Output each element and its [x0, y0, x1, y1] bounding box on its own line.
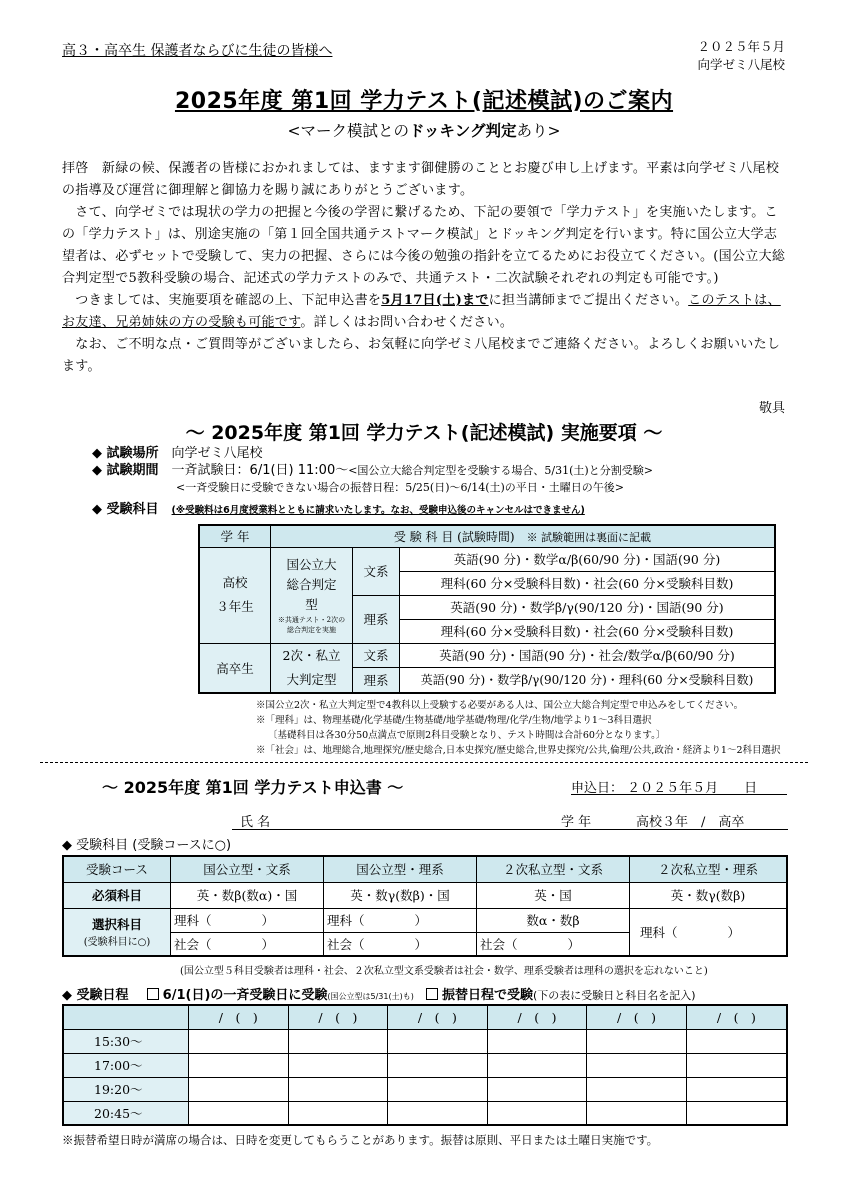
page-title: 2025年度 第1回 学力テスト(記述模試)のご案内 — [174, 89, 674, 114]
schedule-cell[interactable] — [686, 1029, 787, 1053]
name-input[interactable] — [320, 808, 540, 828]
time-slot-4: 20:45～ — [63, 1101, 189, 1125]
bottom-note: ※振替希望日時が満席の場合は、日時を変更してもらうことがあります。振替は原則、平日または土曜日実施です。 — [62, 1133, 659, 1147]
schedule-options — [62, 984, 696, 1003]
schedule-cell[interactable] — [487, 1053, 587, 1077]
elective-label — [63, 908, 171, 956]
elective-1-rika[interactable]: 理科（ ） — [171, 908, 324, 932]
th-grade: 学 年 — [199, 525, 271, 547]
required-3[interactable]: 英・国 — [477, 882, 630, 908]
checkbox-furikae[interactable] — [426, 988, 438, 1000]
option-ippan-note: (国公立型は5/31(土)も) — [327, 992, 414, 1001]
th-subjects-note: ※ 試験範囲は裏面に記載 — [526, 530, 652, 544]
elective-4-rika[interactable]: 理科（ ） — [630, 908, 788, 956]
outline-items — [92, 445, 653, 519]
subject-row-5: 英語(90 分)・国語(90 分)・社会/数学α/β(60/90 分) — [400, 643, 776, 668]
footnote-1: ※国公立2次・私立大判定型で4教科以上受験する必要がある人は、国公立大総合判定型で申込みをしてください。 — [256, 700, 744, 711]
footnote-4: ※「社会」は、地理総合,地理探究/歴史総合,日本史探究/歴史総合,世界史探究/公共,倫理/公共,政治・経済より1～2科目選択 — [256, 745, 781, 756]
date-cell[interactable]: / ( ) — [487, 1005, 587, 1029]
option-ippan-label: 6/1(日)の一斉受験日に受験 — [162, 988, 328, 1003]
closing: 敬具 — [758, 401, 785, 416]
grade-cell-2: 高卒生 — [199, 643, 271, 693]
rikei-cell-1: 理系 — [353, 595, 400, 643]
checkbox-ippan[interactable] — [147, 988, 159, 1000]
schedule-cell[interactable] — [189, 1077, 289, 1101]
cut-line — [40, 762, 808, 763]
letter-paragraph-1: 拝啓 新緑の候、保護者の皆様におかれましては、ますます御健勝のこととお慶び申し上げます。平素は向学ゼミ八尾校の指導及び運営に御理解と御協力を賜り誠にありがとうございます。 — [62, 161, 780, 198]
period-value: 一斉試験日：6/1(日) 11:00～ — [171, 463, 349, 478]
grade-label: 学 年 — [561, 815, 592, 830]
title-block — [0, 84, 848, 141]
schedule-cell[interactable] — [388, 1101, 488, 1125]
schedule-cell[interactable] — [189, 1101, 289, 1125]
recipient-line: 高３・高卒生 保護者ならびに生徒の皆様へ — [62, 43, 333, 59]
form-title: ～ 2025年度 第1回 学力テスト申込書 ～ — [102, 778, 404, 797]
subtitle-bold: ドッキング判定 — [409, 122, 517, 140]
course-note: (国公立型５科目受験者は理科・社会、２次私立型文系受験者は社会・数学、理系受験者は理科の選択を忘れないこと) — [180, 966, 708, 977]
course-heading: ◆ 受験科目 (受験コースに○) — [62, 838, 232, 853]
schedule-cell[interactable] — [587, 1101, 687, 1125]
header-meta — [697, 38, 785, 74]
subject-table — [198, 524, 776, 694]
schedule-cell[interactable] — [686, 1053, 787, 1077]
subject-row-1: 英語(90 分)・数学α/β(60/90 分)・国語(90 分) — [400, 547, 776, 571]
p3-text-c: 。詳しくはお問い合わせください。 — [300, 315, 514, 330]
p3-underlined: このテストは、お友達、兄弟姉妹の方の受験も可能です — [62, 293, 781, 330]
subtitle-open: <マーク模試との — [287, 122, 410, 140]
course-table — [62, 855, 788, 957]
letter-paragraph-3 — [62, 290, 787, 334]
schedule-cell[interactable] — [388, 1053, 488, 1077]
required-2[interactable]: 英・数γ(数β)・国 — [324, 882, 477, 908]
type-1-label: 国公立大 総合判定 型 — [286, 557, 337, 612]
subject-note: (※受験料は6月度授業料とともに請求いたします。なお、受験申込後のキャンセルはできません) — [171, 505, 585, 516]
place-label: ◆ 試験場所 — [92, 446, 159, 461]
subject-row-4: 理科(60 分×受験科目数)・社会(60 分×受験科目数) — [400, 619, 776, 643]
p3-text-a: つきましては、実施要項を確認の上、下記申込書を — [62, 293, 382, 308]
schedule-cell[interactable] — [288, 1029, 388, 1053]
required-label: 必須科目 — [63, 882, 171, 908]
issue-date: ２０２５年５月 — [697, 39, 785, 54]
schedule-cell[interactable] — [587, 1077, 687, 1101]
rikei-cell-2: 理系 — [353, 668, 400, 693]
date-cell[interactable]: / ( ) — [587, 1005, 687, 1029]
elective-3-shakai[interactable]: 社会（ ） — [477, 932, 630, 956]
place-value: 向学ゼミ八尾校 — [171, 446, 263, 461]
subtitle-close: あり> — [516, 122, 561, 140]
subject-row-6: 英語(90 分)・数学β/γ(90/120 分)・理科(60 分×受験科目数) — [400, 668, 776, 693]
type-1-note: ※共通テスト・2次の 総合判定を実施 — [277, 616, 346, 634]
schedule-cell[interactable] — [189, 1053, 289, 1077]
date-cell[interactable]: / ( ) — [189, 1005, 289, 1029]
name-label: 氏 名 — [240, 815, 271, 830]
deadline: 5月17日(土)まで — [381, 293, 489, 308]
elective-sub: (受験科目に○) — [83, 937, 151, 949]
p3-text-b: に担当講師までご提出ください。 — [488, 293, 689, 308]
col-kokkoritsu-rikei: 国公立型・理系 — [324, 856, 477, 882]
schedule-cell[interactable] — [288, 1077, 388, 1101]
col-shiritsu-bunkei: ２次私立型・文系 — [477, 856, 630, 882]
schedule-cell[interactable] — [288, 1101, 388, 1125]
elective-2-rika[interactable]: 理科（ ） — [324, 908, 477, 932]
date-label: 申込日： — [571, 781, 624, 796]
schedule-cell[interactable] — [587, 1029, 687, 1053]
schedule-cell[interactable] — [487, 1029, 587, 1053]
grade-cell-1: 高校 ３年生 — [199, 547, 271, 643]
grade-value[interactable]: 高校３年 / 高卒 — [636, 815, 745, 830]
date-cell[interactable]: / ( ) — [686, 1005, 787, 1029]
schedule-cell[interactable] — [189, 1029, 289, 1053]
bunkei-cell-1: 文系 — [353, 547, 400, 595]
type-cell-2: 2次・私立 大判定型 — [271, 643, 353, 693]
schedule-table — [62, 1004, 788, 1126]
option-furikae-note: (下の表に受験日と科目名を記入) — [533, 989, 696, 1002]
letter-paragraph-4: なお、ご不明な点・ご質問等がございましたら、お気軽に向学ゼミ八尾校までご連絡ください。よろしくお願いいたします。 — [62, 337, 781, 374]
schedule-cell[interactable] — [388, 1029, 488, 1053]
subject-row-3: 英語(90 分)・数学β/γ(90/120 分)・国語(90 分) — [400, 595, 776, 619]
schedule-cell[interactable] — [388, 1077, 488, 1101]
period-note-1: <国公立大総合判定型を受験する場合、5/31(土)と分割受験> — [348, 464, 653, 477]
footnote-2: ※「理科」は、物理基礎/化学基礎/生物基礎/地学基礎/物理/化学/生物/地学より1～3科目選択 — [256, 715, 652, 726]
schedule-cell[interactable] — [487, 1101, 587, 1125]
time-slot-3: 19:20～ — [63, 1077, 189, 1101]
option-furikae[interactable] — [426, 988, 696, 1003]
page-subtitle — [0, 119, 848, 141]
elective-label-text: 選択科目 — [91, 917, 142, 933]
required-4[interactable]: 英・数γ(数β) — [630, 882, 788, 908]
letter-body — [62, 158, 787, 378]
subject-row-2: 理科(60 分×受験科目数)・社会(60 分×受験科目数) — [400, 571, 776, 595]
letter-paragraph-2: さて、向学ゼミでは現状の学力の把握と今後の学習に繋げるため、下記の要領で「学力テスト」を実施いたします。この「学力テスト」は、別途実施の「第１回全国共通テストマーク模試」とドッキング判定を行います。特に国公立大学志望者は、必ずセットで受験して、実力の把握、さらには今後の勉強の指針を立てるためにお役立てください。(国公立大総合判定型で5教科受験の場合、記述式の学力テストのみで、共通テスト・二次試験それぞれの判定も可能です。) — [62, 205, 786, 286]
date-underline — [571, 794, 787, 795]
date-value: ２０２５年５月 日 — [627, 781, 758, 796]
footnotes — [256, 698, 796, 758]
option-ippan[interactable] — [147, 988, 414, 1003]
schedule-cell[interactable] — [288, 1053, 388, 1077]
bunkei-cell-2: 文系 — [353, 643, 400, 668]
elective-1-shakai[interactable]: 社会（ ） — [171, 932, 324, 956]
period-label: ◆ 試験期間 — [92, 463, 159, 478]
required-1[interactable]: 英・数β(数α)・国 — [171, 882, 324, 908]
outline-title: ～ 2025年度 第1回 学力テスト(記述模試) 実施要項 ～ — [185, 422, 663, 444]
school-name: 向学ゼミ八尾校 — [697, 57, 785, 72]
option-furikae-label: 振替日程で受験 — [442, 988, 534, 1003]
time-slot-2: 17:00～ — [63, 1053, 189, 1077]
schedule-cell[interactable] — [487, 1077, 587, 1101]
col-kokkoritsu-bunkei: 国公立型・文系 — [171, 856, 324, 882]
schedule-cell[interactable] — [587, 1053, 687, 1077]
period-note-2: <一斉受験日に受験できない場合の振替日程：5/25(日)～6/14(土)の平日・土曜日の午後> — [176, 481, 625, 494]
type-cell-1 — [271, 547, 353, 643]
footnote-3: 〔基礎科目は各30分50点満点で原則2科目受験となり、テスト時間は合計60分となります。〕 — [268, 730, 666, 741]
col-shiritsu-rikei: ２次私立型・理系 — [630, 856, 788, 882]
schedule-cell[interactable] — [686, 1101, 787, 1125]
date-cell[interactable]: / ( ) — [388, 1005, 488, 1029]
th-subjects — [271, 525, 776, 547]
schedule-corner — [63, 1005, 189, 1029]
time-slot-1: 15:30～ — [63, 1029, 189, 1053]
th-subjects-text: 受 験 科 目 (試験時間) — [393, 529, 515, 544]
schedule-cell[interactable] — [686, 1077, 787, 1101]
date-cell[interactable]: / ( ) — [288, 1005, 388, 1029]
col-course: 受験コース — [63, 856, 171, 882]
schedule-label: ◆ 受験日程 — [62, 988, 129, 1003]
elective-2-shakai[interactable]: 社会（ ） — [324, 932, 477, 956]
subject-label: ◆ 受験科目 — [92, 502, 159, 517]
name-underline — [232, 829, 788, 830]
elective-3-math[interactable]: 数α・数β — [477, 908, 630, 932]
